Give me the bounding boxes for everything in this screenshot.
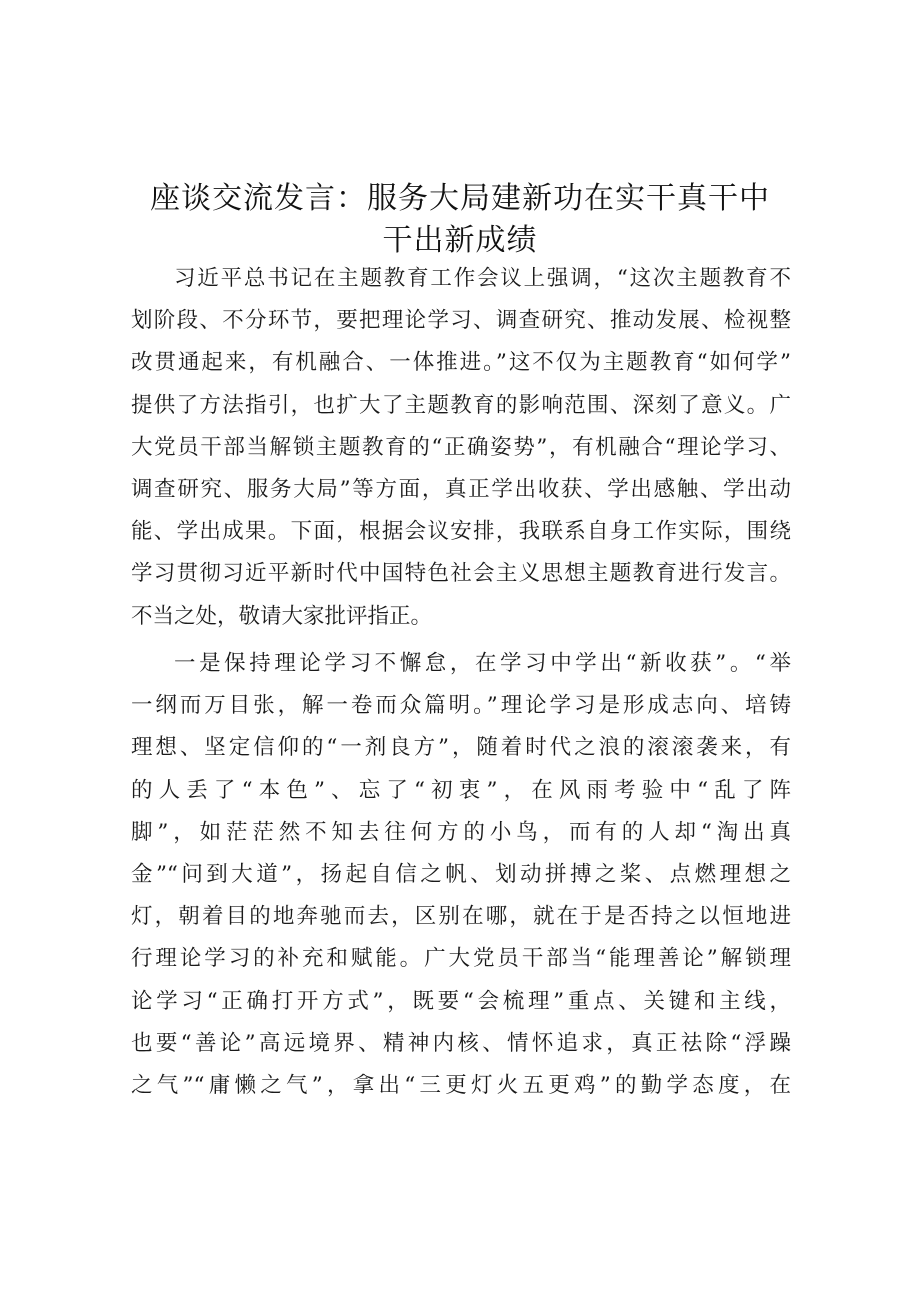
- title-line-2: 干出新成绩: [382, 223, 538, 259]
- text-line: 金”“问到大道”，扬起自信之帆、划动拼搏之桨、点燃理想之: [131, 861, 791, 887]
- text-line: 习近平总书记在主题教育工作会议上强调，“这次主题教育不: [174, 266, 791, 291]
- text-line: 的人丢了“本色”、忘了“初衷”，在风雨考验中“乱了阵: [131, 777, 791, 803]
- paragraph-intro: [131, 258, 791, 638]
- text-line: 理想、坚定信仰的“一剂良方”，随着时代之浪的滚滚袭来，有: [131, 735, 791, 761]
- text-line: 之气”“庸懒之气”，拿出“三更灯火五更鸡”的勤学态度，在: [131, 1072, 791, 1098]
- text-line: 论学习“正确打开方式”，既要“会梳理”重点、关键和主线，: [131, 988, 791, 1014]
- title-line-1: 座谈交流发言：服务大局建新功在实干真干中: [150, 181, 770, 217]
- text-line: 调查研究、服务大局”等方面，真正学出收获、学出感触、学出动: [131, 476, 791, 502]
- text-line: 不当之处，敬请大家批评指正。: [131, 603, 433, 629]
- document-title: [130, 178, 790, 262]
- text-line: 一纲而万目张，解一卷而众篇明。”理论学习是形成志向、培铸: [131, 693, 791, 719]
- text-line: 也要“善论”高远境界、精神内核、情怀追求，真正祛除“浮躁: [131, 1030, 791, 1056]
- text-line: 改贯通起来，有机融合、一体推进。”这不仅为主题教育“如何学”: [131, 350, 791, 376]
- text-line: 灯，朝着目的地奔驰而去，区别在哪，就在于是否持之以恒地进: [131, 904, 791, 930]
- paragraph-point-one: [131, 643, 791, 1107]
- text-line: 学习贯彻习近平新时代中国特色社会主义思想主题教育进行发言。: [131, 561, 791, 587]
- text-line: 提供了方法指引，也扩大了主题教育的影响范围、深刻了意义。广: [131, 392, 791, 418]
- text-line: 行理论学习的补充和赋能。广大党员干部当“能理善论”解锁理: [131, 946, 791, 972]
- text-line: 脚”，如茫茫然不知去往何方的小鸟，而有的人却“淘出真: [131, 819, 791, 845]
- text-line: 一是保持理论学习不懈怠，在学习中学出“新收获”。“举: [174, 651, 791, 676]
- text-line: 能、学出成果。下面，根据会议安排，我联系自身工作实际，围绕: [131, 519, 791, 545]
- text-line: 大党员干部当解锁主题教育的“正确姿势”，有机融合“理论学习、: [131, 434, 791, 460]
- text-line: 划阶段、不分环节，要把理论学习、调查研究、推动发展、检视整: [131, 308, 791, 334]
